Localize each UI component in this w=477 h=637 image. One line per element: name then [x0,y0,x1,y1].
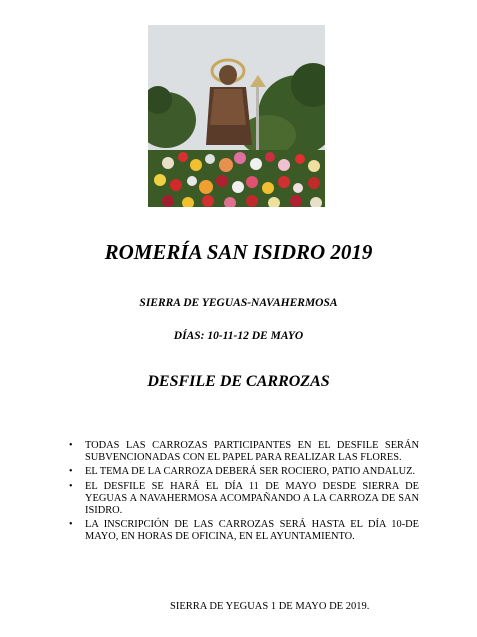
page-title: ROMERÍA SAN ISIDRO 2019 [104,240,373,264]
san-isidro-photo [148,25,325,207]
bullet-icon: • [69,466,73,478]
list-item-text: EL DESFILE SE HARÁ EL DÍA 11 DE MAYO DESDE SIERRA DE YEGUAS A NAVAHERMOSA ACOMPAÑANDO A LA CARROZA DE SAN ISIDRO. [85,480,419,517]
list-item [67,519,419,543]
bullet-icon: • [69,440,73,451]
dates-subtitle: DÍAS: 10-11-12 DE MAYO [173,330,304,342]
list-item [67,466,419,478]
rules-list [67,440,419,546]
bullet-icon: • [69,519,73,531]
list-item-text: EL TEMA DE LA CARROZA DEBERÁ SER ROCIERO, PATIO ANDALUZ. [85,466,416,478]
bullet-icon: • [69,480,73,492]
list-item [67,440,419,464]
footer-date: SIERRA DE YEGUAS 1 DE MAYO DE 2019. [170,601,370,612]
location-subtitle: SIERRA DE YEGUAS-NAVAHERMOSA [139,297,338,309]
list-item [67,481,419,518]
section-heading: DESFILE DE CARROZAS [147,373,330,390]
list-item-text: LA INSCRIPCIÓN DE LAS CARROZAS SERÁ HASTA EL DÍA 10-DE MAYO, EN HORAS DE OFICINA, EN EL AYUNTAMIENTO. [85,519,419,543]
list-item-text: TODAS LAS CARROZAS PARTICIPANTES EN EL DESFILE SERÁN SUBVENCIONADAS CON EL PAPEL PARA REALIZAR LAS FLORES. [85,440,419,464]
